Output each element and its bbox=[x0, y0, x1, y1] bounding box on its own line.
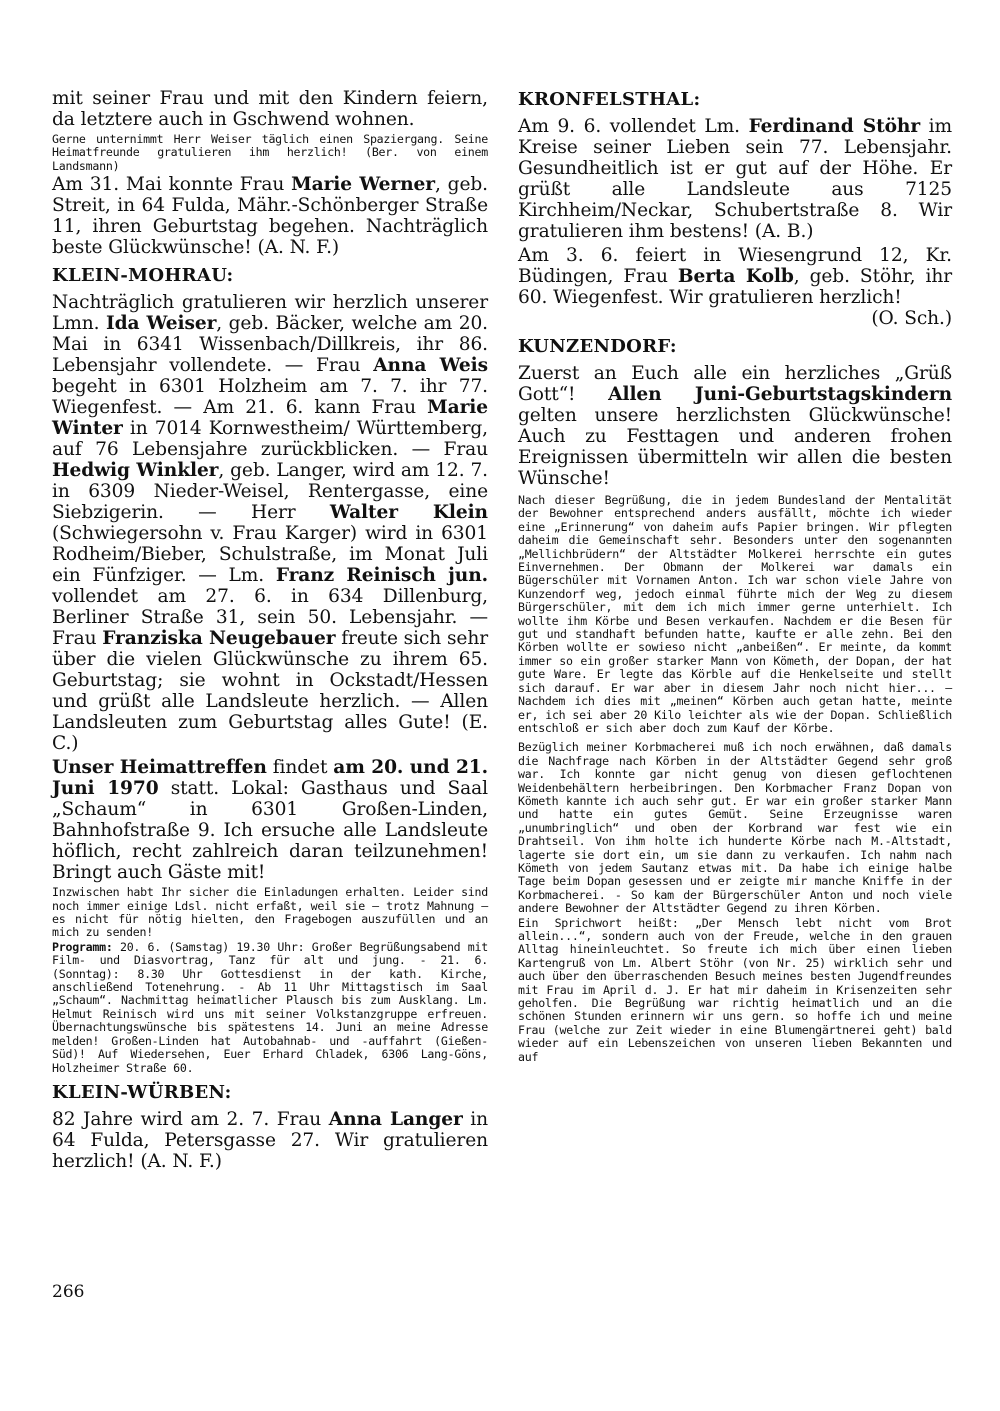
paragraph-programm: Programm: 20. 6. (Samstag) 19.30 Uhr: Großer Begrüßungsabend mit Film- und Diasvortrag, Tanz für alt und jung. - 21. 6. (Sonntag): 8.30 Uhr Gottesdienst in der kath. Kirche, anschließend Totenehrung. - Ab 11 Uhr Mittagstisch im Saal „Schaum“. Nachmittag heimatlicher Plausch bis zum Ausklang. Lm. Helmut Reinisch wird uns mit seiner Volkstanzgruppe erfreuen. Übernachtungswünsche bis spätestens 14. Juni an meine Adresse melden! Großen-Linden hat Autobahnab- und -auffahrt (Gießen-Süd)! Auf Wiedersehen, Euer Erhard Chladek, 6306 Lang-Göns, Holzheimer Straße 60. bbox=[52, 939, 488, 1075]
paragraph-molkerei-story: Nach dieser Begrüßung, die in jedem Bundesland der Mentalität der Bewohner entsprechend anders ausfällt, möchte ich wieder eine „Erinnerung“ von daheim aufs Papier bringen. Wir pflegten daheim die Gemeinschaft sehr. Besonders unter den sogenannten „Mellichbrüdern“ der Altstädter Molkerei herrschte ein gutes Einvernehmen. Der Obmann der Molkerei war damals ein Bügerschüler mit Vornamen Anton. Ich war schon viele Jahre von Kunzendorf weg, jedoch einmal führte mich der Weg zu diesem Bürgerschüler, mit dem ich mich immer gerne unterhielt. Ich wollte ihm Körbe und Besen verkaufen. Nachdem er die Besen für gut und standhaft befunden hatte, kaufte er alle zehn. Bei den Körben wollte er sowieso nicht „anbeißen“. Er meinte, da kommt immer so ein großer starker Mann von Kömeth, der Dopan, der hat gute Ware. Er legte das Körble auf die Henkelseite und stellt sich darauf. Er war aber in diesem Jahr noch nicht hier... — Nachdem ich dies mit „meinen“ Körben auch getan hatte, meinte er, ich sei aber 20 Kilo leichter als wie der Dopan. Schließlich entschloß er sich aber doch zum Kauf der Körbe. bbox=[518, 493, 952, 735]
paragraph-heimattreffen: Unser Heimattreffen findet am 20. und 21. Juni 1970 statt. Lokal: Gasthaus und Saal „Schaum“ in 6301 Großen-Linden, Bahnhofstraße 9. Ich ersuche alle Landsleute höflich, recht zahlreich daran teilzunehmen! Bringt auch Gäste mit! bbox=[52, 757, 489, 884]
paragraph-ferdinand-stoehr: Am 9. 6. vollendet Lm. Ferdinand Stöhr im Kreise seiner Lieben sein 77. Lebensjahr. Gesundheitlich ist er gut auf der Höhe. Er grüßt alle Landsleute aus 7125 Kirchheim/Neckar, Schubertstraße 8. Wir gratulieren ihm bestens! (A. B.) bbox=[518, 116, 952, 242]
left-column bbox=[52, 88, 488, 1175]
heading-klein-wuerben: KLEIN-WÜRBEN: bbox=[52, 1081, 232, 1103]
paragraph-sprichwort: Ein Sprichwort heißt: „Der Mensch lebt nicht vom Brot allein...“, sondern auch von der Freude, welche in den grauen Alltag hineinleuchtet. So freute ich mich über einen lieben Kartengruß von Lm. Albert Stöhr (von Nr. 25) wirklich sehr und auch über den überraschenden Besuch meines besten Jugendfreundes mit Frau im April d. J. Er hat mir daheim in Krisenzeiten sehr geholfen. Die Begrüßung war richtig heimatlich und an die schönen Stunden erinnern wir uns gern. so hoffe ich und meine Frau (welche zur Zeit wieder in eine Blumengärtnerei geht) bald wieder auf ein Lebenszeichen von unseren lieben Bekannten und auf bbox=[518, 915, 952, 1064]
paragraph-berta-kolb: Am 3. 6. feiert in Wiesengrund 12, Kr. Büdingen, Frau Berta Kolb, geb. Stöhr, ihr 60. Wiegenfest. Wir gratulieren herzlich! bbox=[518, 245, 952, 308]
heading-klein-mohrau: KLEIN-MOHRAU: bbox=[52, 265, 234, 287]
paragraph-kunzendorf-greeting: Zuerst an Euch alle ein herzliches „Grüß Gott“! Allen Juni-Geburtstagskindern gelten unsere herzlichsten Glückwünsche! Auch zu Festtagen und anderen frohen Ereignissen übermitteln wir allen die besten Wünsche! bbox=[518, 363, 953, 489]
paragraph-korbmacherei: Bezüglich meiner Korbmacherei muß ich noch erwähnen, daß damals die Nachfrage nach Körben in der Altstädter Gegend sehr groß war. Ich konnte gar nicht genug von diesen geflochtenen Weidenbehältern herbeibringen. Den Korbmacher Franz Dopan von Kömeth kannte ich auch sehr gut. Er war ein großer starker Mann und hatte ein gutes Gemüt. Seine Erzeugnisse waren „unumbringlich“ und oben der Korbrand war fest wie ein Drahtseil. Von ihm holte ich hunderte Körbe nach M.-Altstadt, lagerte sie dort ein, um sie dann zu verkaufen. Ich nahm nach Kömeth von jedem Sautanz etwas mit. Da habe ich einige halbe Tage beim Dopan gesessen und er zeigte mir manche Kniffe in der Korbmacherei. - So kam der Bürgerschüler Anton und noch viele andere Bewohner der Altstädter Gegend zu ihren Körben. bbox=[518, 740, 952, 916]
paragraph-gschwend: mit seiner Frau und mit den Kindern feiern, da letztere auch in Gschwend wohnen. bbox=[52, 88, 488, 130]
heading-kunzendorf: KUNZENDORF: bbox=[518, 336, 677, 357]
right-column bbox=[518, 88, 952, 1065]
paragraph-klein-mohrau-birthdays: Nachträglich gratulieren wir herzlich unserer Lmn. Ida Weiser, geb. Bäcker, welche am 20. Mai in 6341 Wissenbach/Dillkreis, ihr 86. Lebensjahr vollendete. — Frau Anna Weis begeht in 6301 Holzheim am 7. 7. ihr 77. Wiegenfest. — Am 21. 6. kann Frau Marie Winter in 7014 Kornwestheim/ Württemberg, auf 76 Lebensjahre zurückblicken. — Frau Hedwig Winkler, geb. Langer, wird am 12. 7. in 6309 Nieder-Weisel, Rentergasse, eine Siebzigerin. — Herr Walter Klein (Schwiegersohn v. Frau Karger) wird in 6301 Rodheim/Bieber, Schulstraße, im Monat Juli ein Fünfziger. — Lm. Franz Reinisch jun. vollendet am 27. 6. in 634 Dillenburg, Berliner Straße 31, sein 50. Lebensjahr. — Frau Franziska Neugebauer freute sich sehr über die vielen Glückwünsche zu ihrem 65. Geburtstag; sie wohnt in Ockstadt/Hessen und grüßt alle Landsleute herzlich. — Allen Landsleuten zum Geburtstag alles Gute! (E. C.) bbox=[52, 292, 488, 755]
signature-o-sch: (O. Sch.) bbox=[871, 308, 952, 329]
heading-kronfelsthal: KRONFELSTHAL: bbox=[518, 89, 701, 110]
paragraph-weiser-walk: Gerne unternimmt Herr Weiser täglich einen Spaziergang. Seine Heimatfreunde gratulieren ihm herzlich! (Ber. von einem Landsmann) bbox=[52, 132, 488, 173]
page-number: 266 bbox=[52, 1282, 85, 1302]
paragraph-anna-langer: 82 Jahre wird am 2. 7. Frau Anna Langer in 64 Fulda, Petersgasse 27. Wir gratulieren herzlich! (A. N. F.) bbox=[52, 1108, 488, 1172]
paragraph-invitations: Inzwischen habt Ihr sicher die Einladungen erhalten. Leider sind noch immer einige Ldsl. nicht erfaßt, weil sie — trotz Mahnung — es nicht für nötig hielten, den Fragebogen auszufüllen und an mich zu senden! bbox=[52, 885, 488, 940]
paragraph-marie-werner: Am 31. Mai konnte Frau Marie Werner, geb. Streit, in 64 Fulda, Mähr.-Schönberger Straße 11, ihren Geburtstag begehen. Nachträglich beste Glückwünsche! (A. N. F.) bbox=[52, 174, 488, 259]
